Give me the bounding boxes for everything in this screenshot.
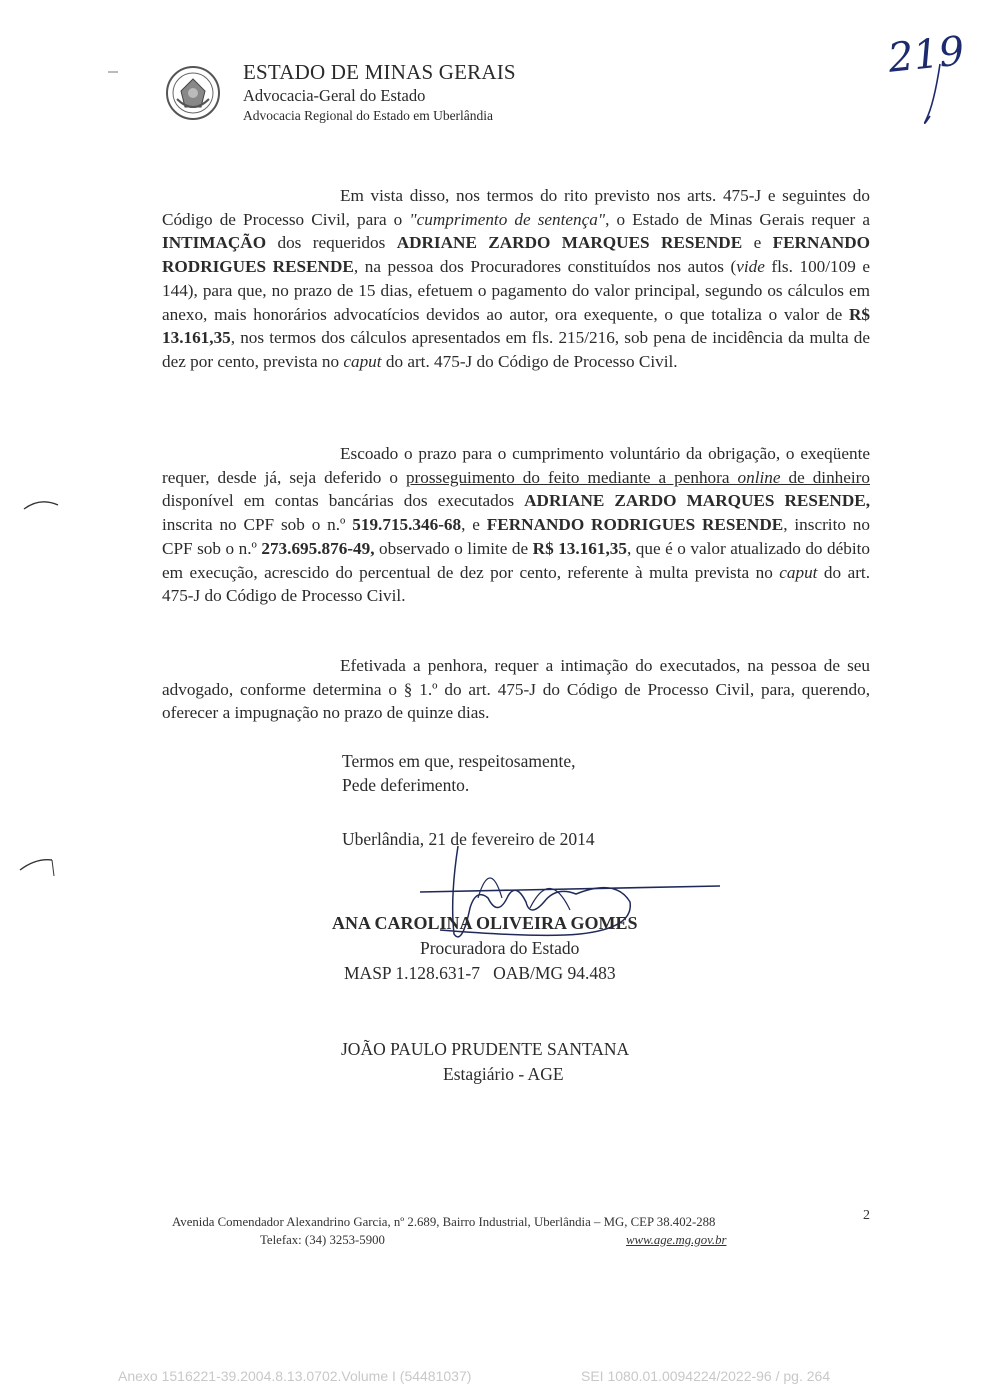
signatory-name: ANA CAROLINA OLIVEIRA GOMES [332, 913, 638, 933]
page-number: 2 [863, 1208, 870, 1223]
text-run: R$ 13.161,35 [532, 538, 627, 558]
archive-stamp-right: SEI 1080.01.0094224/2022-96 / pg. 264 [581, 1368, 831, 1384]
closing-line: Pede deferimento. [342, 775, 470, 795]
text-run: vide [736, 257, 765, 277]
closing-block [342, 749, 576, 797]
text-run: do art. 475-J do Código de Processo Civil. [162, 562, 870, 606]
text-run: fls. 100/109 e 144), para que, no prazo de 15 dias, efetuem o pagamento do valor principal, segundo os cálculos em anexo, mais honorários advocatícios devidos ao autor, ora exequente, o que totaliza o valor de [162, 257, 870, 324]
text-run: FERNANDO RODRIGUES RESENDE [162, 233, 870, 277]
text-run: , o Estado de Minas Gerais requer a [605, 209, 871, 229]
text-run: disponível em contas bancárias dos executados [162, 491, 525, 511]
intern-role: Estagiário - AGE [443, 1064, 564, 1084]
text-run: INTIMAÇÃO [162, 233, 267, 253]
header-office: Advocacia Regional do Estado em Uberlândia [243, 108, 494, 123]
header-title: ESTADO DE MINAS GERAIS [243, 60, 516, 84]
state-crest-logo [163, 63, 223, 123]
text-run: "cumprimento de sentença" [409, 209, 606, 229]
intern-name: JOÃO PAULO PRUDENTE SANTANA [341, 1039, 630, 1059]
text-run: ADRIANE ZARDO MARQUES RESENDE, [524, 491, 871, 511]
text-run: online [737, 467, 781, 487]
text-run: Escoado o prazo para o cumprimento voluntário da obrigação, o exeqüente requer, desde já, seja deferido o [162, 444, 870, 487]
paragraph-2 [162, 442, 870, 608]
text-run: , nos termos dos cálculos apresentados em fls. 215/216, sob pena de incidência da multa de dez por cento, prevista no [162, 328, 870, 371]
handwritten-page-mark: 219 [882, 24, 962, 124]
text-run: caput [343, 351, 382, 371]
text-run: ADRIANE ZARDO MARQUES RESENDE [396, 233, 743, 253]
text-run: observado o limite de [374, 538, 533, 558]
text-run: 519.715.346-68 [352, 515, 462, 535]
paragraph-1 [162, 184, 870, 374]
text-run: do art. 475-J do Código de Processo Civil. [381, 351, 678, 371]
text-run: caput [779, 562, 818, 582]
text-run: e [742, 233, 773, 253]
paragraph-3: Efetivada a penhora, requer a intimação do executados, na pessoa de seu advogado, conforme determina o § 1.º do art. 475-J do Código de Processo Civil, para, querendo, oferecer a impugnação no prazo de quinze dias. [162, 656, 870, 723]
text-run: , inscrito no CPF sob o n.º [162, 515, 870, 558]
closing-line: Termos em que, respeitosamente, [342, 751, 576, 771]
footer-phone: Telefax: (34) 3253-5900 [260, 1233, 385, 1247]
text-run: FERNANDO RODRIGUES RESENDE [486, 515, 784, 535]
archive-stamp-left: Anexo 1516221-39.2004.8.13.0702.Volume I (54481037) [118, 1368, 472, 1384]
scan-mark [22, 495, 62, 515]
signatory-role: Procuradora do Estado [420, 938, 580, 958]
text-run: , e [461, 515, 487, 535]
text-run: R$ 13.161,35 [162, 304, 870, 348]
footer-website-link[interactable]: www.age.mg.gov.br [626, 1233, 727, 1247]
place-date: Uberlândia, 21 de fevereiro de 2014 [342, 829, 595, 849]
text-run: de dinheiro [780, 467, 870, 487]
handwritten-stroke [882, 24, 962, 124]
scan-mark [108, 71, 118, 73]
text-run: Em vista disso, nos termos do rito previsto nos arts. 475-J e seguintes do Código de Processo Civil, para o [162, 186, 870, 229]
text-run: dos requeridos [266, 233, 397, 253]
text-run: 273.695.876-49, [261, 538, 375, 558]
text-run: inscrita no CPF sob o n.º [162, 515, 353, 535]
scan-mark [18, 850, 58, 880]
text-run: , que é o valor atualizado do débito em execução, acrescido do percentual de dez por cento, referente à multa prevista no [162, 538, 871, 582]
text-run: , na pessoa dos Procuradores constituídos nos autos ( [353, 257, 737, 277]
header-subtitle: Advocacia-Geral do Estado [243, 86, 426, 105]
footer-address: Avenida Comendador Alexandrino Garcia, nº 2.689, Bairro Industrial, Uberlândia – MG, CEP 38.402-288 [172, 1215, 716, 1229]
text-run: prosseguimento do feito mediante a penhora [405, 467, 738, 487]
signatory-ids: MASP 1.128.631-7 OAB/MG 94.483 [344, 963, 616, 983]
